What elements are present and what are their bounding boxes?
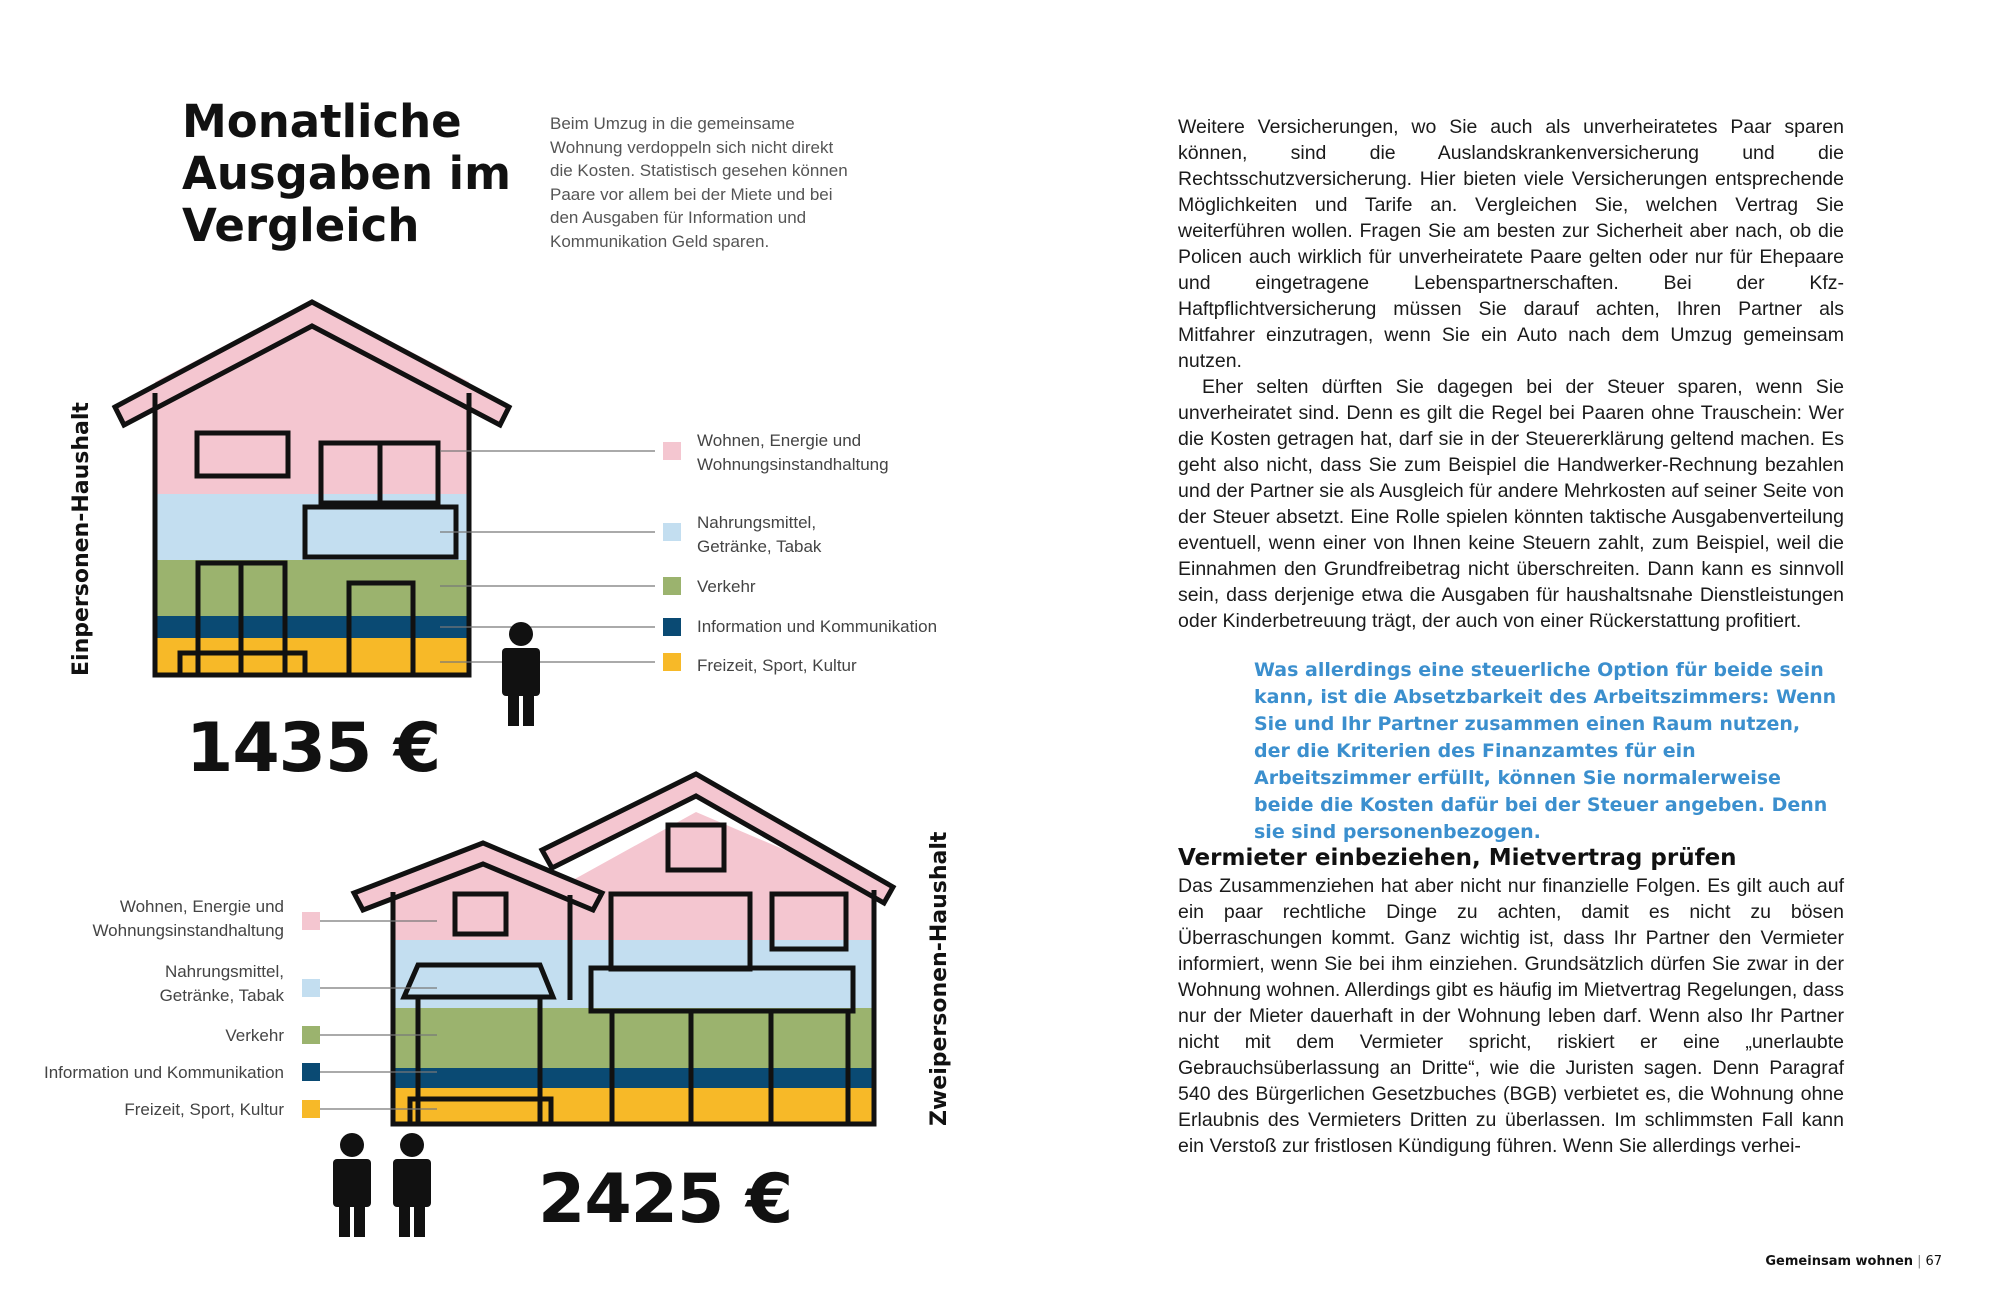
article-body-1 xyxy=(1178,114,1844,634)
legend-label: Freizeit, Sport, Kultur xyxy=(124,1100,284,1119)
legend-label: Nahrungsmittel, xyxy=(164,962,284,981)
article-paragraph: Das Zusammenziehen hat aber nicht nur finanzielle Folgen. Es gilt auch auf ein paar rechtliche Dinge zu achten, damit es nicht zu bösen Überraschungen kommt. Ganz wichtig ist, dass Ihr Partner den Vermieter informiert, wenn Sie bei ihm einziehen. Grundsätzlich dürfen Sie zwar in der Wohnung wohnen. Allerdings gibt es häufig im Mietvertrag Regelungen, dass nur der Mieter dauerhaft in der Wohnung leben darf. Wenn also Ihr Partner nicht mit dem Vermieter spricht, riskiert er eine „unerlaubte Gebrauchsüberlassung an Dritte“, wie die Juristen sagen. Denn Paragraf 540 des Bürgerlichen Gesetzbuches (BGB) verbietet es, die Wohnung ohne Erlaubnis des Vermieters Dritten zu überlassen. Im schlimmsten Fall kann ein Verstoß zur fristlosen Kündigung führen. Wenn Sie allerdings verhei- xyxy=(1178,875,1844,1157)
legend-swatch xyxy=(302,1100,320,1118)
legend-swatch xyxy=(302,1063,320,1081)
legend-swatch xyxy=(302,1026,320,1044)
legend-swatch xyxy=(302,979,320,997)
section-heading: Vermieter einbeziehen, Mietvertrag prüfen xyxy=(1178,845,1737,871)
intro-line: Beim Umzug in die gemeinsame xyxy=(550,114,795,133)
single-house xyxy=(115,290,509,678)
legend-label: Verkehr xyxy=(225,1026,284,1045)
intro-line: die Kosten. Statistisch gesehen können xyxy=(550,161,848,180)
legend-label: Getränke, Tabak xyxy=(159,986,284,1005)
person-icon xyxy=(333,1133,371,1237)
intro-line: Paare vor allem bei der Miete und bei xyxy=(550,184,833,204)
legend-label: Freizeit, Sport, Kultur xyxy=(697,656,857,675)
article-paragraph: Eher selten dürften Sie dagegen bei der Steuer sparen, wenn Sie unverheiratet sind. Denn es gilt die Regel bei Paaren ohne Trauschein: Wer die Kosten getragen hat, darf sie in der Steuererklärung geltend machen. Es geht also nicht, dass Sie zum Beispiel die Handwerker-Rechnung bezahlen und der Partner sie als Ausgleich für andere Mehrkosten auf seiner Seite von der Steuer absetzt. Eine Rolle spielen könnten taktische Ausgabenverteilung eventuell, wenn einer von Ihnen keine Steuern zahlt, zum Beispiel, weil die Einnahmen den Grundfreibetrag nicht überschreiten. Dann kann es sinnvoll sein, dass derjenige etwa die Ausgaben für haushaltsnahe Dienstleistungen oder Kinderbetreuung trägt, der auch von einer Rückerstattung profitiert. xyxy=(1178,376,1844,632)
legend-label: Wohnungsinstandhaltung xyxy=(697,455,889,474)
legend-label: Information und Kommunikation xyxy=(43,1063,284,1082)
legend-label: Nahrungsmittel, xyxy=(697,513,817,532)
title-line: Monatliche xyxy=(182,95,462,148)
couple-total: 2425 € xyxy=(538,1160,793,1239)
intro-line: den Ausgaben für Information und xyxy=(550,208,807,227)
legend-swatch xyxy=(663,618,681,636)
footer-section: Gemeinsam wohnen xyxy=(1765,1254,1914,1269)
intro-line: Kommunikation Geld sparen. xyxy=(550,231,770,251)
article-body-2 xyxy=(1178,873,1844,1159)
person-icon xyxy=(502,622,540,726)
person-icon xyxy=(393,1133,431,1237)
single-total: 1435 € xyxy=(186,709,441,788)
intro-line: Wohnung verdoppeln sich nicht direkt xyxy=(550,137,834,157)
legend-swatch xyxy=(663,653,681,671)
legend-label: Wohnen, Energie und xyxy=(697,431,862,450)
couple-household-label: Zweipersonen-Haushalt xyxy=(927,831,952,1126)
title-line: Vergleich xyxy=(182,199,420,252)
legend-swatch xyxy=(663,523,681,541)
legend-swatch xyxy=(663,577,681,595)
pull-quote: Was allerdings eine steuerliche Option für beide sein kann, ist die Absetzbarkeit des Arbeitszimmers: Wenn Sie und Ihr Partner zusammen einen Raum nutzen, der die Kriterien des Finanzamtes für ein Arbeitszimmer erfüllt, können Sie normalerweise beide die Kosten dafür bei der Steuer angeben. Denn sie sind personenbezogen. xyxy=(1254,659,1837,843)
couple-legend xyxy=(44,897,437,1119)
legend-label: Wohnungsinstandhaltung xyxy=(92,921,284,940)
article-paragraph: Weitere Versicherungen, wo Sie auch als unverheiratetes Paar sparen können, sind die Auslandskrankenversicherung und die Rechtsschutzversicherung. Hier bieten viele Versicherungen entsprechende Möglichkeiten und Tarife an. Vergleichen Sie, welchen Vertrag Sie weiterführen wollen. Fragen Sie am besten zur Sicherheit aber nach, ob die Policen auch wirklich für unverheiratete Paare gelten oder nur für Ehepaare und eingetragene Lebenspartnerschaften. Bei der Kfz-Haftpflichtversicherung müssen Sie darauf achten, Ihren Partner als Mitfahrer einzutragen, wenn Sie ein Auto nach dem Umzug gemeinsam nutzen. xyxy=(1178,116,1844,372)
legend-label: Verkehr xyxy=(697,577,756,596)
page-footer: Gemeinsam wohnen | 67 xyxy=(1765,1254,1942,1269)
single-household-label: Einpersonen-Haushalt xyxy=(69,402,94,676)
legend-label: Wohnen, Energie und xyxy=(119,897,284,916)
legend-swatch xyxy=(302,912,320,930)
title-line: Ausgaben im xyxy=(182,147,511,200)
legend-swatch xyxy=(663,442,681,460)
couple-house xyxy=(354,774,893,1128)
legend-label: Information und Kommunikation xyxy=(697,617,938,636)
page-number: 67 xyxy=(1925,1254,1942,1269)
legend-label: Getränke, Tabak xyxy=(697,537,822,556)
